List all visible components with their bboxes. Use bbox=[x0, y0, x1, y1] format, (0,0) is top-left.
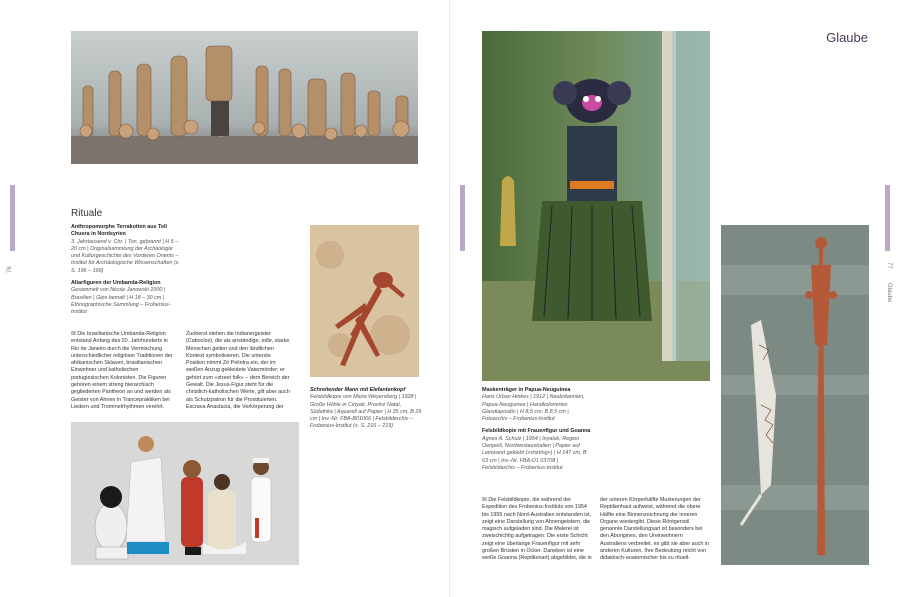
section-title: Rituale bbox=[71, 208, 103, 219]
rock-caption-meta: Agnes A. Schulz | 1954 | Inyaluk, Region Oenpelli, Nordwestaustralien | Papier auf Leinwand geklebt (»shirting«) | H 147 cm, B 63 cm | Inv.-Nr. FBA-D1 03708 | Felsbildarchiv – Frobenius-Institut bbox=[482, 435, 587, 471]
right-page bbox=[450, 0, 900, 597]
mask-caption-meta: Hans Urban Hinkes | 1912 | Neubritannien, Papua-Neuguinea | Handkoloriertes Glasdiapositiv | H 8,5 cm, B 8,5 cm | Fotoarchiv – Frobenius-Institut bbox=[482, 394, 585, 423]
entry-meta: Gesammelt von Nicole Janowski 2000 | Brasilien | Gips bemalt | H 18 – 30 cm | Ethnographische Sammlung – Frobenius-Institut bbox=[71, 287, 171, 316]
umbanda-body-text: ☒ Die brasilianische Umbanda-Religion entstand Anfang des 20. Jahrhunderts in Rio de Janeiro durch die Vermischung unterschiedlicher religiöser Traditionen der afrikanischen Sklaven, brasilianischen Einwohner und katholischen portugiesischen Kolonisten. Die Figuren gehören einem streng hierarchisch gegliederten Pantheon an und werden als Geister von Ahnen in Trancepraktiken bei Liedern und Trommelrhythmen verehrt. Zuoberst stehen die Indianergeister (Caboclos), die als anständige, edle, starke Menschen gelten und den ländlichen Kontext symbolisieren. Die unterste Position nimmt Zé Pelintra ein, der im weißen Anzug gekleidete Vatermörder; er gehört zum »street folk« – dem Bereich der Gewalt. Die Jesus-Figur steht für die christlich-katholischen Werte, gilt aber auch als Schutzpatron für die Prostituierten. Escrava Anastacia, die Verkörperung der bbox=[71, 331, 290, 410]
painting-caption-meta: Felsbildkopie von Maria Weyersberg | 1928 | Große Höhle in Cinyati, Provinz Natal, Südafrika | Aquarell auf Papier | H 35 cm, B 29 cm | Inv.-Nr. FBA-B01066 | Felsbilderchiv – Frobenius-Institut (s. S. 216 – 219) bbox=[310, 394, 422, 430]
chapter-header: Glaube bbox=[826, 30, 868, 45]
mask-caption-title: Maskenträger in Papua-Neuguinea bbox=[482, 387, 571, 393]
page-number-right: 77 bbox=[886, 262, 892, 269]
entry-title: Anthropomorphe Terrakotten aus Tell Chuera in Nordsyrien bbox=[71, 224, 167, 238]
mask-caption bbox=[482, 387, 592, 472]
text-column-1 bbox=[71, 224, 181, 317]
page-number-left: 76 bbox=[7, 266, 13, 273]
terracotta-figurines-photo bbox=[71, 31, 418, 164]
entry-title: Altarfiguren der Umbanda-Religion bbox=[71, 280, 161, 287]
elephant-man-painting bbox=[310, 225, 419, 377]
mask-bearer-photo bbox=[482, 31, 710, 381]
vertical-tab-label: Glaube bbox=[886, 283, 892, 303]
rock-painting-photo bbox=[721, 225, 869, 565]
section-marker bbox=[10, 185, 15, 251]
rock-body-text: ☒ Die Felsbildkopie, die während der Expedition des Frobenius-Instituts von 1954 bis 1955 nach Nord-Australien entstanden ist, zeigt eine Darstellung von Ahnengeistern, die magisch aufgeladen sind. Die Malerei ist zweischichtig aufgetragen: Die erste Schicht zeigt eine überlange Frauenfigur mit sehr großen Brüsten in Ocker. Daneben ist eine weiße Goanna (Reptilienart) abgebildet, die in der unteren Körperhälfte Musterungen der Reptilienhaut aufweist, während die obere Hälfte eine Binnenzeichnung der inneren Organe wiedergibt. Diese Röntgenstil genannte Darstellungsart ist besonders bei den Aborigines, den Ureinwohnern Australiens verbreitet, es gibt sie aber auch in anderen Kulturen. Ihre Bedeutung reicht von didaktisch-anatomischer bis zu rituell- bbox=[482, 497, 710, 562]
rock-caption-title: Felsbildkopie mit Frauenfigur und Goanna bbox=[482, 428, 591, 435]
section-marker-inner bbox=[460, 185, 465, 251]
umbanda-figures-photo bbox=[71, 422, 299, 565]
painting-caption bbox=[310, 387, 422, 431]
section-marker-outer bbox=[885, 185, 890, 251]
painting-caption-title: Schreitender Mann mit Elefantenkopf bbox=[310, 387, 406, 393]
entry-meta: 3. Jahrtausend v. Chr. | Ton, gebrannt | H 5 – 20 cm | Originalsammlung der Archäologie und Kulturgeschichte des Vorderen Orients –Institut für Archäologische Wissenschaften (s. S. 196 – 199) bbox=[71, 238, 180, 274]
